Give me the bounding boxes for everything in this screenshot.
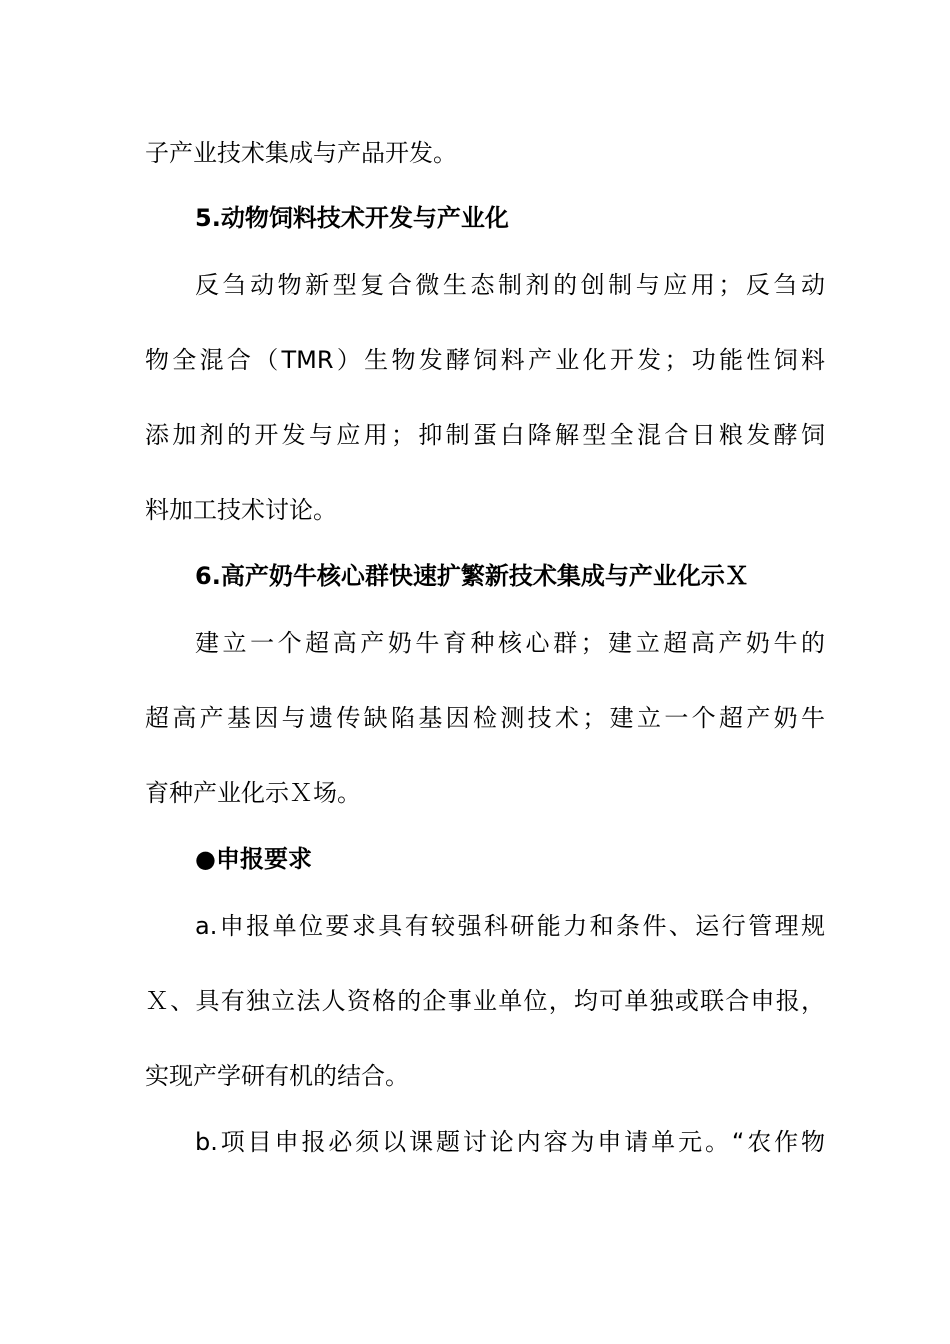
paragraph-line: 添加剂的开发与应用；抑制蛋白降解型全混合日粮发酵饲 bbox=[145, 421, 825, 449]
paragraph-line: 物全混合（TMR）生物发酵饲料产业化开发；功能性饲料 bbox=[145, 346, 825, 374]
requirement-a-line: 实现产学研有机的结合。 bbox=[145, 1062, 409, 1090]
paragraph-line: 反刍动物新型复合微生态制剂的创制与应用；反刍动 bbox=[195, 271, 825, 299]
paragraph-continuation-line: 子产业技术集成与产品开发。 bbox=[145, 139, 457, 167]
requirements-heading: ●申报要求 bbox=[195, 845, 312, 873]
paragraph-line: 料加工技术讨论。 bbox=[145, 496, 337, 524]
requirement-a-line: Ｘ、具有独立法人资格的企事业单位，均可单独或联合申报， bbox=[145, 987, 825, 1015]
section-heading-5: 5.动物饲料技术开发与产业化 bbox=[195, 204, 509, 232]
requirement-a-line: a.申报单位要求具有较强科研能力和条件、运行管理规 bbox=[195, 912, 825, 940]
section-heading-6: 6.高产奶牛核心群快速扩繁新技术集成与产业化示Ｘ bbox=[195, 562, 749, 590]
paragraph-line: 超高产基因与遗传缺陷基因检测技术；建立一个超产奶牛 bbox=[145, 704, 825, 732]
requirement-b-line: b.项目申报必须以课题讨论内容为申请单元。“农作物 bbox=[195, 1128, 825, 1156]
paragraph-line: 育种产业化示Ｘ场。 bbox=[145, 779, 361, 807]
paragraph-line: 建立一个超高产奶牛育种核心群；建立超高产奶牛的 bbox=[195, 629, 825, 657]
